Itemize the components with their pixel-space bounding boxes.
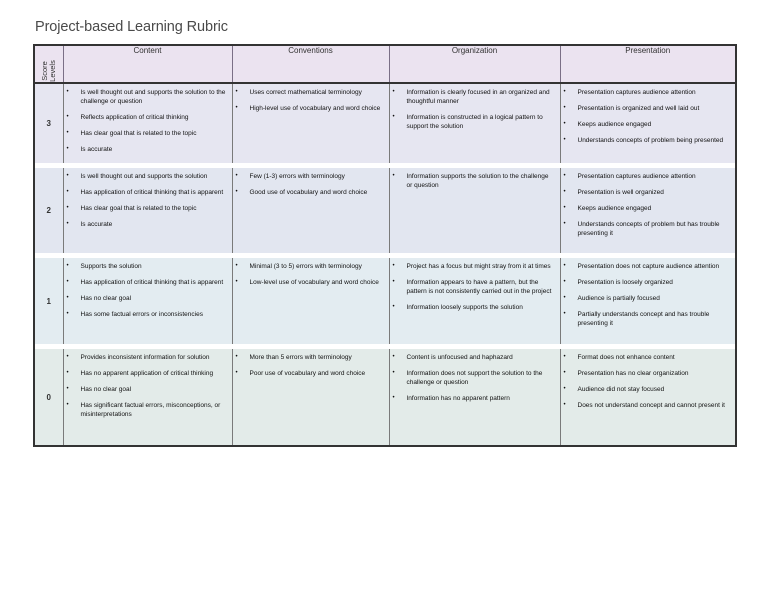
cell-organization — [389, 83, 560, 163]
criteria-item: • High-level use of vocabulary and word choice — [250, 104, 383, 113]
criteria-list — [390, 168, 560, 199]
criteria-list — [561, 258, 736, 337]
score-level: 3 — [34, 83, 63, 163]
criteria-item: • Uses correct mathematical terminology — [250, 88, 383, 97]
rubric-table — [33, 44, 737, 447]
cell-presentation — [560, 168, 736, 253]
criteria-item: • Low-level use of vocabulary and word choice — [250, 278, 383, 287]
cell-organization — [389, 349, 560, 446]
criteria-item: • Supports the solution — [81, 262, 226, 271]
header-presentation: Presentation — [560, 45, 736, 83]
criteria-item: • Is accurate — [81, 145, 226, 154]
criteria-item: • Format does not enhance content — [578, 353, 730, 362]
rubric-row-score-3 — [34, 83, 736, 163]
criteria-item: • Has some factual errors or inconsistencies — [81, 310, 226, 319]
cell-presentation — [560, 349, 736, 446]
criteria-list — [390, 349, 560, 412]
criteria-item: • Information loosely supports the solution — [407, 303, 554, 312]
criteria-item: • Understands concepts of problem but has trouble presenting it — [578, 220, 730, 238]
criteria-list — [390, 84, 560, 140]
criteria-item: • Information appears to have a pattern, but the pattern is not consistently carried out in the project — [407, 278, 554, 296]
criteria-item: • Information supports the solution to the challenge or question — [407, 172, 554, 190]
criteria-item: • Has clear goal that is related to the topic — [81, 129, 226, 138]
criteria-list — [64, 168, 232, 238]
criteria-list — [561, 84, 736, 154]
criteria-item: • Has no apparent application of critical thinking — [81, 369, 226, 378]
criteria-item: • Is well thought out and supports the solution — [81, 172, 226, 181]
criteria-item: • Presentation has no clear organization — [578, 369, 730, 378]
page-title: Project-based Learning Rubric — [35, 19, 228, 35]
cell-conventions — [232, 349, 389, 446]
header-content: Content — [63, 45, 232, 83]
criteria-item: • Project has a focus but might stray from it at times — [407, 262, 554, 271]
criteria-item: • Keeps audience engaged — [578, 120, 730, 129]
criteria-item: • Provides inconsistent information for solution — [81, 353, 226, 362]
cell-content — [63, 258, 232, 344]
criteria-list — [64, 84, 232, 163]
header-score-levels: Score Levels — [34, 45, 63, 83]
criteria-item: • Has application of critical thinking that is apparent — [81, 188, 226, 197]
score-level: 2 — [34, 168, 63, 253]
criteria-item: • Has clear goal that is related to the topic — [81, 204, 226, 213]
score-level: 1 — [34, 258, 63, 344]
criteria-item: • Information does not support the solution to the challenge or question — [407, 369, 554, 387]
criteria-list — [64, 258, 232, 328]
criteria-item: • Is well thought out and supports the solution to the challenge or question — [81, 88, 226, 106]
rubric-row-score-0 — [34, 349, 736, 446]
cell-presentation — [560, 83, 736, 163]
criteria-item: • Content is unfocused and haphazard — [407, 353, 554, 362]
criteria-item: • Partially understands concept and has trouble presenting it — [578, 310, 730, 328]
cell-content — [63, 83, 232, 163]
criteria-item: • Good use of vocabulary and word choice — [250, 188, 383, 197]
criteria-item: • More than 5 errors with terminology — [250, 353, 383, 362]
header-organization: Organization — [389, 45, 560, 83]
criteria-item: • Information is constructed in a logical pattern to support the solution — [407, 113, 554, 131]
criteria-item: • Understands concepts of problem being presented — [578, 136, 730, 145]
criteria-item: • Is accurate — [81, 220, 226, 229]
criteria-item: • Few (1-3) errors with terminology — [250, 172, 383, 181]
criteria-item: • Has no clear goal — [81, 294, 226, 303]
criteria-item: • Presentation captures audience attention — [578, 88, 730, 97]
criteria-item: • Does not understand concept and cannot present it — [578, 401, 730, 410]
criteria-item: • Has application of critical thinking that is apparent — [81, 278, 226, 287]
criteria-list — [233, 258, 389, 296]
criteria-list — [233, 84, 389, 122]
header-conventions: Conventions — [232, 45, 389, 83]
criteria-item: • Audience is partially focused — [578, 294, 730, 303]
criteria-item: • Information has no apparent pattern — [407, 394, 554, 403]
cell-content — [63, 168, 232, 253]
criteria-item: • Information is clearly focused in an organized and thoughtful manner — [407, 88, 554, 106]
criteria-item: • Reflects application of critical thinking — [81, 113, 226, 122]
cell-content — [63, 349, 232, 446]
cell-presentation — [560, 258, 736, 344]
criteria-item: • Presentation is well organized — [578, 188, 730, 197]
cell-conventions — [232, 258, 389, 344]
rubric-row-score-2 — [34, 168, 736, 253]
criteria-item: • Audience did not stay focused — [578, 385, 730, 394]
criteria-item: • Keeps audience engaged — [578, 204, 730, 213]
criteria-list — [390, 258, 560, 321]
header-row — [34, 45, 736, 83]
criteria-item: • Has significant factual errors, misconceptions, or misinterpretations — [81, 401, 226, 419]
criteria-item: • Minimal (3 to 5) errors with terminology — [250, 262, 383, 271]
criteria-item: • Presentation is loosely organized — [578, 278, 730, 287]
criteria-list — [233, 349, 389, 387]
rubric-row-score-1 — [34, 258, 736, 344]
criteria-item: • Presentation does not capture audience attention — [578, 262, 730, 271]
criteria-list — [64, 349, 232, 428]
cell-organization — [389, 258, 560, 344]
criteria-list — [561, 349, 736, 419]
cell-conventions — [232, 83, 389, 163]
criteria-item: • Presentation captures audience attention — [578, 172, 730, 181]
score-level: 0 — [34, 349, 63, 446]
criteria-item: • Presentation is organized and well laid out — [578, 104, 730, 113]
cell-organization — [389, 168, 560, 253]
criteria-list — [233, 168, 389, 206]
criteria-list — [561, 168, 736, 247]
cell-conventions — [232, 168, 389, 253]
criteria-item: • Poor use of vocabulary and word choice — [250, 369, 383, 378]
criteria-item: • Has no clear goal — [81, 385, 226, 394]
